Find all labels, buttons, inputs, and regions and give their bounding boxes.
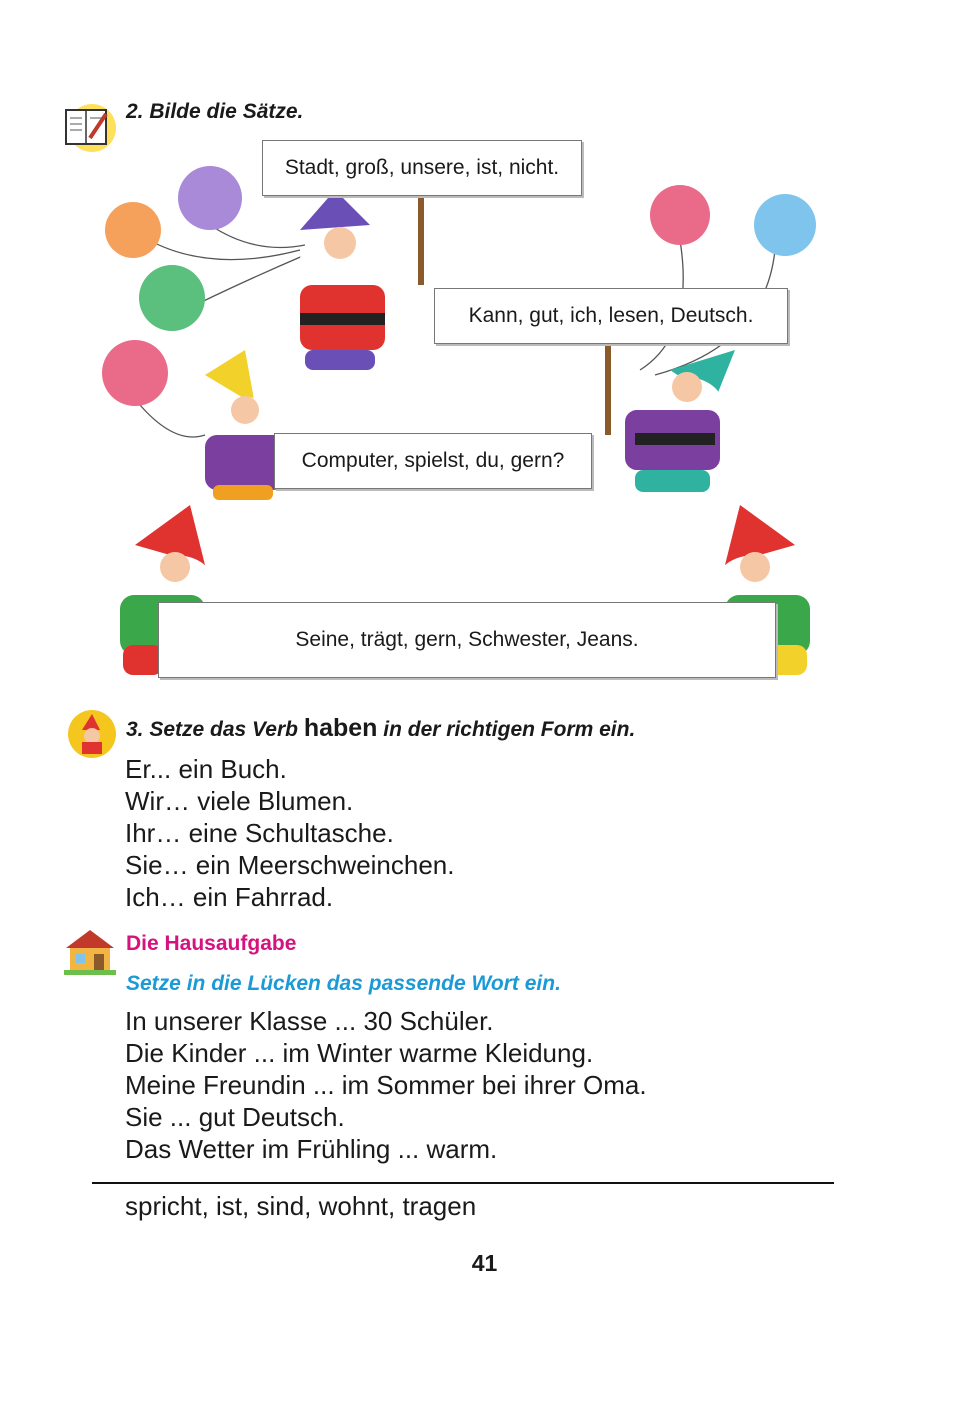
- homework-line: Sie ... gut Deutsch.: [125, 1102, 345, 1132]
- homework-line: Das Wetter im Frühling ... warm.: [125, 1134, 498, 1164]
- homework-heading: Die Hausaufgabe: [126, 932, 297, 955]
- house-icon: [62, 924, 118, 976]
- task3-line: Er... ein Buch.: [125, 754, 287, 784]
- homework-line: Meine Freundin ... im Sommer bei ihrer Oma.: [125, 1070, 647, 1100]
- task3-line: Ihr… eine Schultasche.: [125, 818, 394, 848]
- task3-line: Wir… viele Blumen.: [125, 786, 354, 816]
- word-bank: spricht, ist, sind, wohnt, tragen: [125, 1191, 477, 1221]
- sign-3: Computer, spielst, du, gern?: [274, 433, 592, 489]
- homework-lines: [125, 1005, 647, 1165]
- task3-line: Ich… ein Fahrrad.: [125, 882, 334, 912]
- task3-title-b: in der richtigen Form ein.: [377, 718, 636, 741]
- page-number: 41: [471, 1250, 498, 1276]
- task3-title-a: 3. Setze das Verb: [126, 718, 304, 741]
- task3-title: [126, 714, 635, 743]
- sign-2: Kann, gut, ich, lesen, Deutsch.: [434, 288, 788, 344]
- sign-1: Stadt, groß, unsere, ist, nicht.: [262, 140, 582, 196]
- gnome-medallion-icon: [66, 708, 118, 760]
- homework-line: In unserer Klasse ... 30 Schüler.: [125, 1006, 494, 1036]
- sign-4: Seine, trägt, gern, Schwester, Jeans.: [158, 602, 776, 678]
- task3-title-verb: haben: [303, 714, 378, 742]
- homework-instruction: Setze in die Lücken das passende Wort ein.: [126, 972, 561, 995]
- task3-lines: [125, 753, 455, 913]
- homework-line: Die Kinder ... im Winter warme Kleidung.: [125, 1038, 594, 1068]
- divider: [92, 1182, 834, 1184]
- task2-title: 2. Bilde die Sätze.: [126, 100, 304, 123]
- task3-line: Sie… ein Meerschweinchen.: [125, 850, 455, 880]
